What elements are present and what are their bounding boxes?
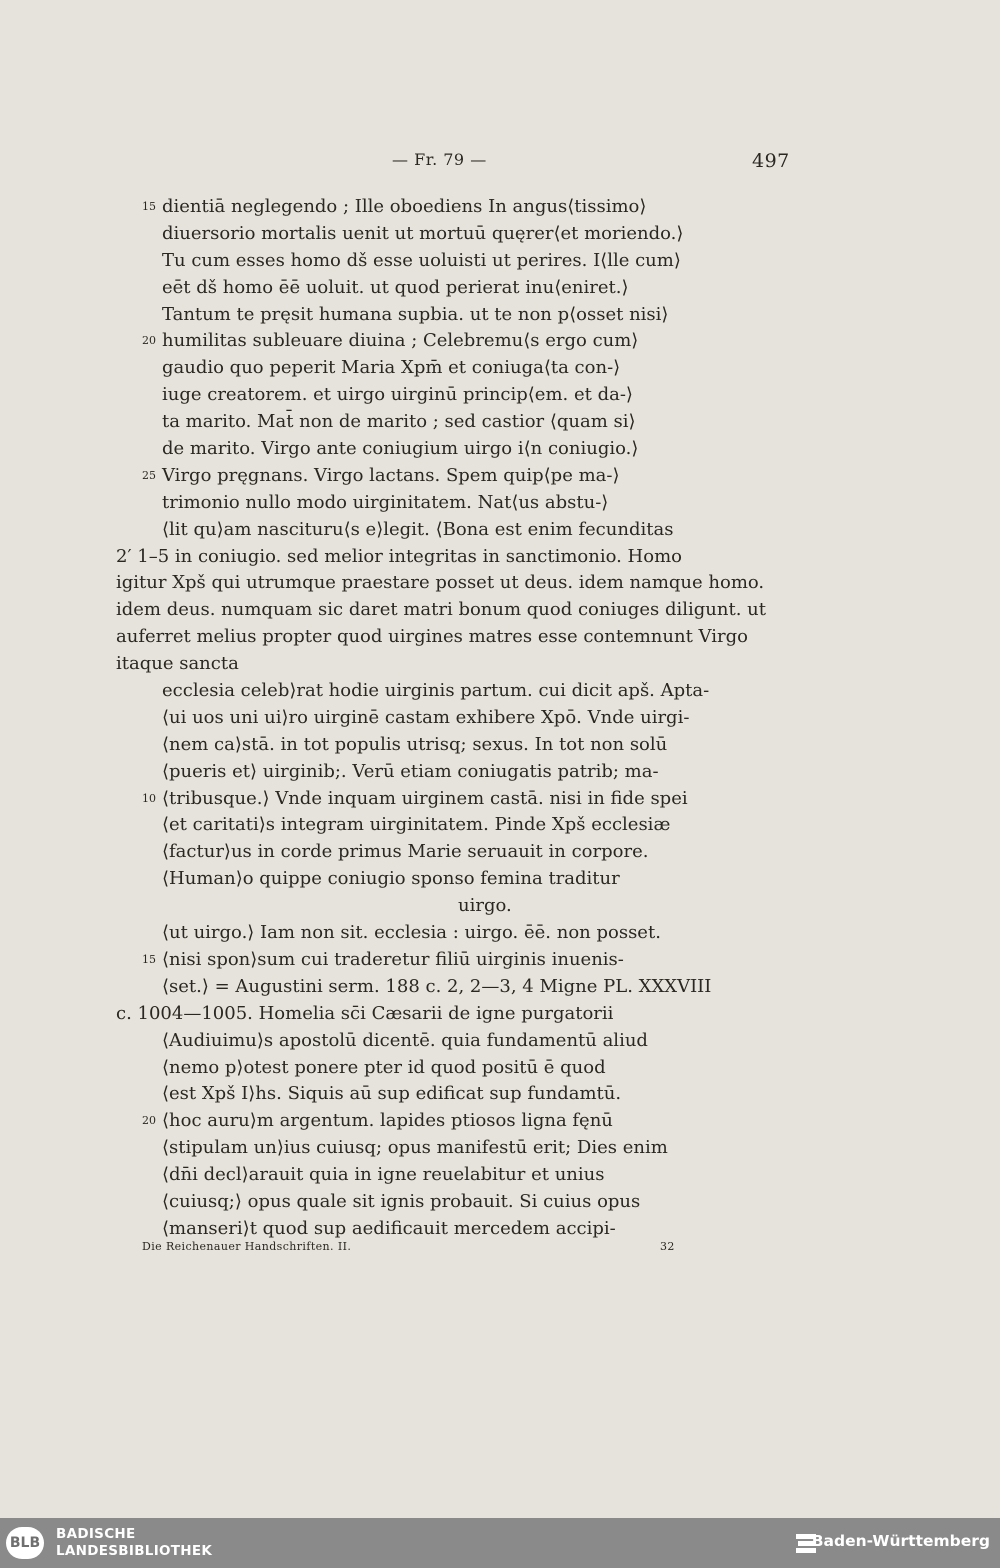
line-number: 10 bbox=[142, 791, 156, 805]
line-number: 25 bbox=[142, 468, 156, 482]
text-line bbox=[0, 947, 1000, 974]
text-line bbox=[0, 624, 1000, 651]
line-text: uirgo. bbox=[458, 895, 512, 917]
line-number: 20 bbox=[142, 334, 156, 348]
line-text: Tantum te pręsit humana supbia. ut te non p⟨osset nisi⟩ bbox=[162, 303, 669, 325]
library-name-line2: LANDESBIBLIOTHEK bbox=[56, 1543, 213, 1559]
text-line bbox=[0, 1135, 1000, 1162]
line-text: ⟨et caritati⟩s integram uirginitatem. Pinde Xpš ecclesiæ bbox=[162, 814, 671, 836]
line-text: ⟨manseri⟩t quod sup aedificauit mercedem accipi- bbox=[162, 1217, 616, 1239]
line-text: ⟨nemo p⟩otest ponere pter id quod positū ē quod bbox=[162, 1056, 606, 1078]
line-text: ⟨est Xpš I⟩hs. Siquis aū sup edificat sup fundamtū. bbox=[162, 1083, 622, 1105]
line-text: ⟨nem ca⟩stā. in tot populis utrisq; sexus. In tot non solū bbox=[162, 733, 668, 755]
text-line bbox=[0, 355, 1000, 382]
text-line bbox=[0, 893, 1000, 920]
line-text: ⟨pueris et⟩ uirginib;. Verū etiam coniugatis patrib; ma- bbox=[162, 760, 659, 782]
text-line bbox=[0, 1216, 1000, 1243]
printer-signature: Die Reichenauer Handschriften. II. bbox=[142, 1240, 352, 1253]
line-text: auferret melius propter quod uirgines matres esse contemnunt Virgo bbox=[116, 626, 748, 648]
line-text: eēt dš homo ēē uoluit. ut quod perierat inu⟨eniret.⟩ bbox=[162, 276, 629, 298]
text-line bbox=[0, 436, 1000, 463]
text-line bbox=[0, 1055, 1000, 1082]
line-text: igitur Xpš qui utrumque praestare posset ut deus. idem namque homo. bbox=[116, 572, 765, 594]
line-text: ecclesia celeb⟩rat hodie uirginis partum. cui dicit apš. Apta- bbox=[162, 680, 710, 702]
line-number: 15 bbox=[142, 200, 156, 213]
text-line bbox=[0, 517, 1000, 544]
text-line bbox=[0, 812, 1000, 839]
text-line bbox=[0, 974, 1000, 1001]
line-text: humilitas subleuare diuina ; Celebremu⟨s ergo cum⟩ bbox=[162, 330, 639, 352]
text-line bbox=[0, 651, 1000, 678]
line-text: ⟨ut uirgo.⟩ Iam non sit. ecclesia : uirgo. ēē. non posset. bbox=[162, 922, 661, 944]
text-line bbox=[0, 194, 1000, 221]
text-line bbox=[0, 678, 1000, 705]
state-logo-text[interactable]: Baden-Württemberg bbox=[811, 1532, 990, 1550]
text-line bbox=[0, 597, 1000, 624]
text-line bbox=[0, 570, 1000, 597]
line-text: ⟨stipulam un⟩ius cuiusq; opus manifestū erit; Dies enim bbox=[162, 1137, 668, 1159]
text-line bbox=[0, 1081, 1000, 1108]
line-text: c. 1004—1005. Homelia sc̄i Cæsarii de igne purgatorii bbox=[116, 1002, 614, 1024]
library-name-line1: BADISCHE bbox=[56, 1526, 136, 1542]
footer-bar bbox=[0, 1518, 1000, 1568]
line-text: 2′ 1–5 in coniugio. sed melior integritas in sanctimonio. Homo bbox=[116, 545, 682, 567]
line-number: 20 bbox=[142, 1114, 156, 1128]
text-line bbox=[0, 732, 1000, 759]
line-text: diuersorio mortalis uenit ut mortuū quęrer⟨et moriendo.⟩ bbox=[162, 222, 684, 244]
text-body bbox=[0, 194, 1000, 1243]
line-text: ⟨hoc auru⟩m argentum. lapides ptiosos ligna fęnū bbox=[162, 1110, 613, 1132]
text-line bbox=[0, 463, 1000, 490]
text-line bbox=[0, 759, 1000, 786]
line-text: iuge creatorem. et uirgo uirginū princip⟨em. et da-⟩ bbox=[162, 384, 633, 406]
line-text: ⟨set.⟩ = Augustini serm. 188 c. 2, 2—3, 4 Migne PL. XXXVIII bbox=[162, 975, 712, 997]
line-text: dientiā neglegendo ; Ille oboediens In angus⟨tissimo⟩ bbox=[162, 196, 647, 217]
line-text: ⟨Human⟩o quippe coniugio sponso femina traditur bbox=[162, 868, 620, 890]
text-line bbox=[0, 490, 1000, 517]
line-text: ⟨tribusque.⟩ Vnde inquam uirginem castā. nisi in fide spei bbox=[162, 787, 688, 809]
page-number: 497 bbox=[752, 150, 790, 172]
text-line bbox=[0, 544, 1000, 571]
text-line bbox=[0, 1001, 1000, 1028]
line-text: ⟨Audiuimu⟩s apostolū dicentē. quia fundamentū aliud bbox=[162, 1029, 648, 1051]
line-text: trimonio nullo modo uirginitatem. Nat⟨us abstu-⟩ bbox=[162, 491, 609, 513]
sheet-number: 32 bbox=[660, 1240, 675, 1253]
line-text: itaque sancta bbox=[116, 653, 239, 675]
text-line bbox=[0, 382, 1000, 409]
line-text: ta marito. Mat̄ non de marito ; sed castior ⟨quam si⟩ bbox=[162, 411, 636, 433]
text-line bbox=[0, 1028, 1000, 1055]
text-line bbox=[0, 302, 1000, 329]
text-line bbox=[0, 1162, 1000, 1189]
running-header: — Fr. 79 — bbox=[392, 150, 487, 169]
line-text: Tu cum esses homo dš esse uoluisti ut perires. I⟨lle cum⟩ bbox=[162, 249, 681, 271]
text-line bbox=[0, 866, 1000, 893]
line-text: gaudio quo peperit Maria Xpm̄ et coniuga⟨ta con-⟩ bbox=[162, 357, 621, 379]
line-text: ⟨cuiusq;⟩ opus quale sit ignis probauit. Si cuius opus bbox=[162, 1190, 641, 1212]
blb-logo[interactable]: BLB bbox=[6, 1527, 44, 1559]
line-text: ⟨ui uos uni ui⟩ro uirginē castam exhibere Xpō. Vnde uirgi- bbox=[162, 706, 690, 728]
text-line bbox=[0, 409, 1000, 436]
line-text: de marito. Virgo ante coniugium uirgo i⟨n coniugio.⟩ bbox=[162, 438, 639, 460]
line-text: idem deus. numquam sic daret matri bonum quod coniuges diligunt. ut bbox=[116, 599, 766, 621]
text-line bbox=[0, 328, 1000, 355]
text-line bbox=[0, 221, 1000, 248]
text-line bbox=[0, 839, 1000, 866]
text-line bbox=[0, 248, 1000, 275]
library-name[interactable] bbox=[56, 1526, 212, 1560]
line-text: ⟨lit qu⟩am nascituru⟨s e⟩legit. ⟨Bona est enim fecunditas bbox=[162, 518, 674, 540]
line-text: ⟨dn̄i decl⟩arauit quia in igne reuelabitur et unius bbox=[162, 1164, 605, 1186]
line-text: ⟨nisi spon⟩sum cui traderetur filiū uirginis inuenis- bbox=[162, 948, 624, 970]
text-line bbox=[0, 275, 1000, 302]
text-line bbox=[0, 786, 1000, 813]
text-line bbox=[0, 1108, 1000, 1135]
text-line bbox=[0, 705, 1000, 732]
line-number: 15 bbox=[142, 952, 156, 966]
line-text: ⟨factur⟩us in corde primus Marie seruauit in corpore. bbox=[162, 841, 649, 863]
line-text: Virgo pręgnans. Virgo lactans. Spem quip⟨pe ma-⟩ bbox=[162, 464, 620, 486]
text-line bbox=[0, 1189, 1000, 1216]
text-line bbox=[0, 920, 1000, 947]
